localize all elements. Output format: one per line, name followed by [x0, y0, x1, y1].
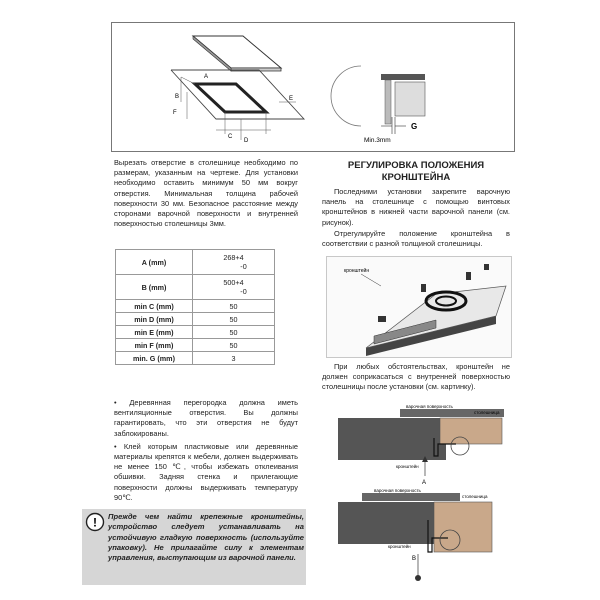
hob-glass [362, 493, 460, 501]
cutout-drawing [111, 22, 514, 151]
row-label: B (mm) [116, 275, 193, 300]
bracket-diagram-a [338, 404, 504, 486]
dimension-table [115, 249, 275, 365]
hob-surface-label: варочная поверхность [374, 488, 421, 493]
table-row [116, 300, 275, 313]
hob-surface-label: варочная поверхность [406, 404, 453, 409]
position-label-a: A [422, 480, 427, 486]
dim-label-b: B [175, 94, 180, 100]
warning-text: Прежде чем найти крепежные кронштейны, устройство следует устанавливать на устойчивую гладкую поверхность (используйте упаковку). Не прилагайте силу к элементам управления, выступающим из варочной панели. [108, 512, 304, 563]
min-gap-label: Min.3mm [364, 137, 391, 144]
bracket-part [466, 272, 471, 280]
table-row [116, 339, 275, 352]
row-subvalue: -0 [240, 262, 247, 271]
detail-arc [331, 66, 361, 126]
bullet-ventilation: • Деревянная перегородка должна иметь вентиляционные отверстия. Вы должны гарантировать, что эти отверстия не будут заблокированы. [114, 398, 298, 438]
row-value: 50 [193, 300, 275, 313]
bracket-part [421, 284, 426, 292]
row-label: A (mm) [116, 250, 193, 275]
bracket-diagram-b [338, 488, 504, 586]
row-label: min E (mm) [116, 326, 193, 339]
screw-icon [415, 575, 421, 581]
bullet-glue: • Клей которым пластиковые или деревянные материалы крепятся к мебели, должен выдерживать не менее 150 ℃, чтобы избежать отклеивания обшивки. Задняя стенка и прилегающие поверхности должны выдерживать температуру 90℃. [114, 441, 298, 502]
svg-text:!: ! [93, 515, 97, 530]
table-row [116, 250, 275, 275]
row-value: 268+4 [223, 253, 244, 262]
bracket-part [378, 316, 386, 322]
warning-icon [85, 512, 105, 532]
dim-label-f: F [173, 110, 177, 116]
bracket-label: кронштейн [388, 544, 411, 549]
hob-side [231, 68, 281, 71]
detail-hob-body [385, 80, 391, 124]
section-heading [326, 160, 506, 184]
bracket-para-3: При любых обстоятельствах, кронштейн не должен соприкасаться с внутренней поверхностью столешницы после установки (см. картинку). [322, 362, 510, 392]
bracket-instructions [322, 187, 510, 249]
bracket-para-2: Отрегулируйте положение кронштейна в соответствии с разной толщиной столешницы. [322, 228, 510, 249]
cutout-instructions [114, 158, 298, 229]
table-row [116, 326, 275, 339]
warning-text-block [108, 512, 304, 563]
row-label: min D (mm) [116, 313, 193, 326]
bracket-callout: кронштейн [344, 268, 370, 274]
position-label-b: B [412, 556, 417, 562]
bracket-para-1: Последними установки закрепите варочную панель на столешнице с помощью винтовых кронштейнов в нижней части варочной панели (см. рисунок). [322, 187, 510, 227]
row-value: 500+4 [223, 278, 244, 287]
bracket-warning-note [322, 362, 510, 393]
detail-hob-slab [381, 74, 425, 80]
row-label: min F (mm) [116, 339, 193, 352]
countertop-label: столешница [474, 410, 500, 415]
countertop [434, 502, 492, 552]
detail-countertop [395, 82, 425, 116]
row-subvalue: -0 [240, 287, 247, 296]
bracket-label: кронштейн [396, 464, 419, 469]
dim-label-c: C [228, 134, 233, 140]
hob-body [338, 418, 446, 460]
row-label: min C (mm) [116, 300, 193, 313]
ventilation-notes [114, 398, 298, 503]
dim-label-g: G [411, 122, 418, 131]
heading-line-2: КРОНШТЕЙНА [381, 172, 451, 183]
dim-label-d: D [244, 138, 249, 144]
dim-label-a: A [204, 74, 209, 80]
hob-body [338, 502, 434, 544]
row-value: 50 [193, 339, 275, 352]
bracket-part [484, 264, 489, 270]
heading-line-1: РЕГУЛИРОВКА ПОЛОЖЕНИЯ [347, 160, 485, 171]
dim-label-e: E [289, 96, 294, 102]
row-value: 50 [193, 313, 275, 326]
table-row [116, 313, 275, 326]
countertop [440, 418, 502, 444]
intro-paragraph: Вырезать отверстие в столешнице необходимо по размерам, указанным на чертеже. Для установки необходимо оставить минимум 50 мм вокруг отверстия. Минимальная толщина рабочей поверхности 30 мм. Безопасное расстояние между сторонами варочной поверхности и внутренней поверхностью столешницы 3мм. [114, 158, 298, 229]
table-row [116, 352, 275, 365]
countertop-label: столешница [462, 494, 488, 499]
row-value: 3 [193, 352, 275, 365]
hob-bracket-illustration [326, 256, 512, 358]
table-row [116, 275, 275, 300]
row-value: 50 [193, 326, 275, 339]
row-label: min. G (mm) [116, 352, 193, 365]
hob-top-face [193, 36, 281, 68]
